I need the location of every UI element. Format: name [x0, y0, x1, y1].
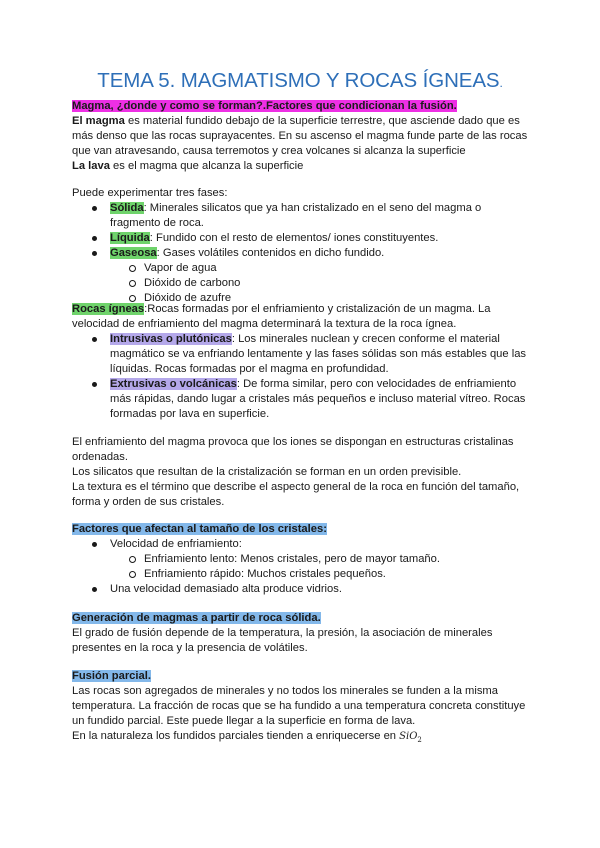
cooling-section — [72, 435, 528, 510]
factors-heading: Factores que afectan al tamaño de los cristales: — [72, 523, 327, 535]
title-text: TEMA 5. MAGMATISMO Y ROCAS ÍGNEAS — [97, 69, 500, 92]
cooling-line-1: El enfriamiento del magma provoca que los iones se dispongan en estructuras cristalinas ordenadas. — [72, 436, 514, 463]
gases-list — [72, 261, 528, 306]
magma-heading: Magma, ¿donde y como se forman?.Factores que condicionan la fusión. — [72, 100, 457, 112]
cooling-line-3: La textura es el término que describe el aspecto general de la roca en función del tamaño, forma y orden de sus cristales. — [72, 481, 520, 508]
partial-section — [72, 669, 528, 748]
factors-list — [72, 537, 528, 552]
list-item: Extrusivas o volcánicas: De forma similar, pero con velocidades de enfriamiento más rápidas, dando lugar a cristales más pequeños e incluso material vítreo. Rocas formadas por lava en superficie. — [72, 377, 528, 422]
title-dot: . — [499, 76, 503, 90]
partial-heading: Fusión parcial. — [72, 670, 151, 682]
cooling-speed-list — [72, 552, 528, 582]
generation-heading: Generación de magmas a partir de roca sólida. — [72, 612, 321, 624]
phases-intro: Puede experimentar tres fases: — [72, 187, 228, 199]
list-item: Dióxido de carbono — [72, 276, 528, 291]
lava-definition: La lava es el magma que alcanza la superficie — [72, 160, 304, 172]
factors-section — [72, 522, 528, 597]
cooling-line-2: Los silicatos que resultan de la cristalización se forman en un orden previsible. — [72, 466, 462, 478]
list-item: Velocidad de enfriamiento: — [72, 537, 528, 552]
page-title — [0, 68, 600, 96]
partial-text-2: En la naturaleza los fundidos parciales tienden a enriquecerse en SiO$_2$ — [72, 730, 422, 744]
generation-section — [72, 611, 528, 656]
list-item: Enfriamiento lento: Menos cristales, pero de mayor tamaño. — [72, 552, 528, 567]
list-item: Enfriamiento rápido: Muchos cristales pequeños. — [72, 567, 528, 582]
list-item: Gaseosa: Gases volátiles contenidos en dicho fundido. — [72, 246, 528, 261]
magma-section — [72, 99, 528, 174]
igneous-section — [72, 302, 528, 422]
list-item: Vapor de agua — [72, 261, 528, 276]
igneous-types-list — [72, 332, 528, 422]
magma-definition: El magma es material fundido debajo de la superficie terrestre, que asciende dado que es más denso que las rocas suprayacentes. En su ascenso el magma funde parte de las rocas que van atravesando, causa terremotos y crea volcanes si alcanza la superficie — [72, 115, 528, 157]
igneous-definition: Rocas ígneas:Rocas formadas por el enfriamiento y cristalización de un magma. La velocidad de enfriamiento del magma determinará la textura de la roca ígnea. — [72, 303, 491, 330]
list-item: Líquida: Fundido con el resto de elementos/ iones constituyentes. — [72, 231, 528, 246]
partial-text-1: Las rocas son agregados de minerales y no todos los minerales se funden a la misma temperatura. La fracción de rocas que se ha fundido a una temperatura concreta constituye un fundido parcial. Este puede llegar a la superficie en forma de lava. — [72, 685, 526, 727]
sio2-formula: SiO$_2$ — [399, 731, 422, 744]
phases-section — [72, 186, 528, 306]
list-item: Dióxido de azufre — [72, 291, 528, 306]
list-item: Intrusivas o plutónicas: Los minerales nuclean y crecen conforme el material magmático se va enfriando lentamente y las fases sólidas son más estables que las líquidas. Rocas formadas por el magma en profundidad. — [72, 332, 528, 377]
list-item: Una velocidad demasiado alta produce vidrios. — [72, 582, 528, 597]
factors-list-2 — [72, 582, 528, 597]
phases-list — [72, 201, 528, 261]
list-item: Sólida: Minerales silicatos que ya han cristalizado en el seno del magma o fragmento de roca. — [72, 201, 528, 231]
generation-text: El grado de fusión depende de la temperatura, la presión, la asociación de minerales presentes en la roca y la presencia de volátiles. — [72, 627, 493, 654]
